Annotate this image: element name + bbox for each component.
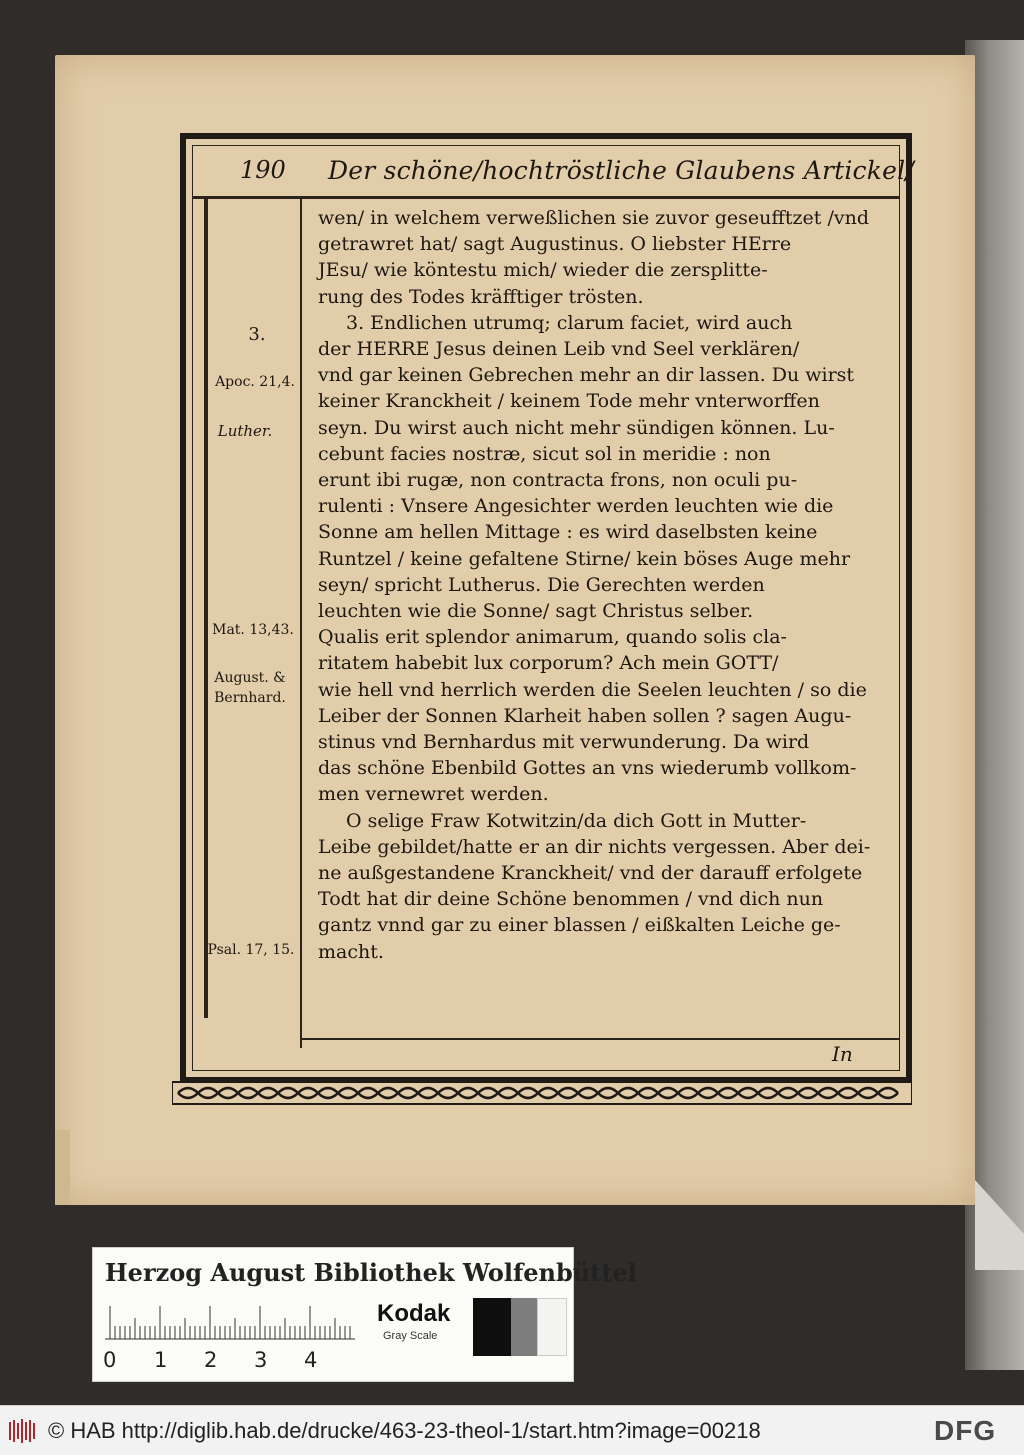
page-number: 190 [240, 156, 286, 184]
text-line: Qualis erit splendor animarum, quando solis cla- [318, 626, 787, 649]
text-line: JEsu/ wie köntestu mich/ wieder die zersplitte- [318, 259, 768, 282]
text-line: men vernewret werden. [318, 783, 549, 806]
text-line: seyn. Du wirst auch nicht mehr sündigen können. Lu- [318, 416, 835, 439]
text-line: leuchten wie die Sonne/ sagt Christus selber. [318, 600, 754, 623]
margin-note-mat: Mat. 13,43. [212, 622, 294, 638]
text-line: 3. Endlichen utrumq; clarum faciet, wird auch [346, 311, 793, 334]
text-line: ne außgestandene Kranckheit/ vnd der darauff erfolgete [318, 862, 863, 885]
margin-note-luther: Luther. [217, 422, 273, 440]
footer-bar [0, 1405, 1024, 1455]
ruler-label: 1 [154, 1348, 168, 1372]
margin-note-section: 3. [248, 324, 266, 345]
text-line: O selige Fraw Kotwitzin/da dich Gott in Mutter- [346, 809, 807, 832]
text-line: der HERRE Jesus deinen Leib vnd Seel verklären/ [318, 338, 800, 361]
margin-note-bernhard: Bernhard. [214, 690, 286, 706]
ruler-labels [99, 1348, 369, 1374]
text-line: Leiber der Sonnen Klarheit haben sollen ? sagen Augu- [318, 704, 852, 727]
text-line: macht. [318, 940, 384, 963]
copyright-url[interactable]: © HAB http://diglib.hab.de/drucke/463-23-theol-1/start.htm?image=00218 [48, 1418, 761, 1443]
library-label-card [92, 1247, 637, 1382]
text-line: ritatem habebit lux corporum? Ach mein GOTT/ [318, 652, 779, 675]
catchword: In [832, 1042, 853, 1066]
text-line: gantz vnnd gar zu einer blassen / eißkalten Leiche ge- [318, 914, 841, 937]
text-line: rung des Todes kräfftiger trösten. [318, 285, 644, 308]
text-line: stinus vnd Bernhardus mit verwunderung. Da wird [318, 731, 810, 754]
ornament-band-icon [172, 1080, 912, 1106]
ruler-label: 4 [304, 1348, 318, 1372]
page-edge [55, 1130, 70, 1205]
text-line: seyn/ spricht Lutherus. Die Gerechten werden [318, 573, 765, 596]
kodak-gray-scale-label: Gray Scale [383, 1330, 438, 1342]
header-rule [192, 196, 900, 199]
ruler-label: 0 [103, 1348, 117, 1372]
margin-note-apoc: Apoc. 21,4. [215, 374, 295, 390]
footer-rule [302, 1038, 900, 1040]
text-line: Runtzel / keine gefaltene Stirne/ kein böses Auge mehr [318, 547, 851, 570]
left-border-bar [204, 198, 208, 1018]
ruler-scale-icon [105, 1306, 355, 1340]
text-line: erunt ibi rugæ, non contracta frons, non oculi pu- [318, 469, 798, 492]
ruler-label: 2 [204, 1348, 218, 1372]
text-line: Todt hat dir deine Schöne benommen / vnd dich nun [318, 888, 824, 911]
text-line: rulenti : Vnsere Angesichter werden leuchten wie die [318, 495, 834, 518]
text-line: vnd gar keinen Gebrechen mehr an dir lassen. Du wirst [318, 364, 855, 387]
page-body-text [318, 205, 886, 965]
kodak-brand: Kodak [377, 1300, 451, 1327]
text-line: wen/ in welchem verweßlichen sie zuvor geseufftzet /vnd [318, 207, 869, 229]
library-name: Herzog August Bibliothek Wolfenbüttel [105, 1258, 637, 1287]
margin-note-psal: Psal. 17, 15. [207, 942, 295, 958]
gray-patch-mid [511, 1298, 537, 1356]
margin-note-august: August. & [214, 670, 286, 686]
gray-patch-black [473, 1298, 511, 1356]
text-line: Sonne am hellen Mittage : es wird daselbsten keine [318, 521, 818, 544]
text-line: keiner Kranckheit / keinem Tode mehr vnterworffen [318, 390, 820, 413]
ruler-label: 3 [254, 1348, 268, 1372]
gray-patch-white [537, 1298, 567, 1356]
hab-logo-icon [8, 1418, 38, 1444]
text-line: wie hell vnd herrlich werden die Seelen leuchten / so die [318, 678, 867, 701]
text-line: getrawret hat/ sagt Augustinus. O liebster HErre [318, 233, 792, 256]
running-head: Der schöne/hochtröstliche Glaubens Artickel/ [328, 156, 914, 185]
dfg-logo: DFG [934, 1415, 997, 1446]
text-line: Leibe gebildet/hatte er an dir nichts vergessen. Aber dei- [318, 835, 871, 858]
text-line: das schöne Ebenbild Gottes an vns wiederumb vollkom- [318, 757, 857, 780]
text-line: cebunt facies nostræ, sicut sol in meridie : non [318, 442, 771, 465]
